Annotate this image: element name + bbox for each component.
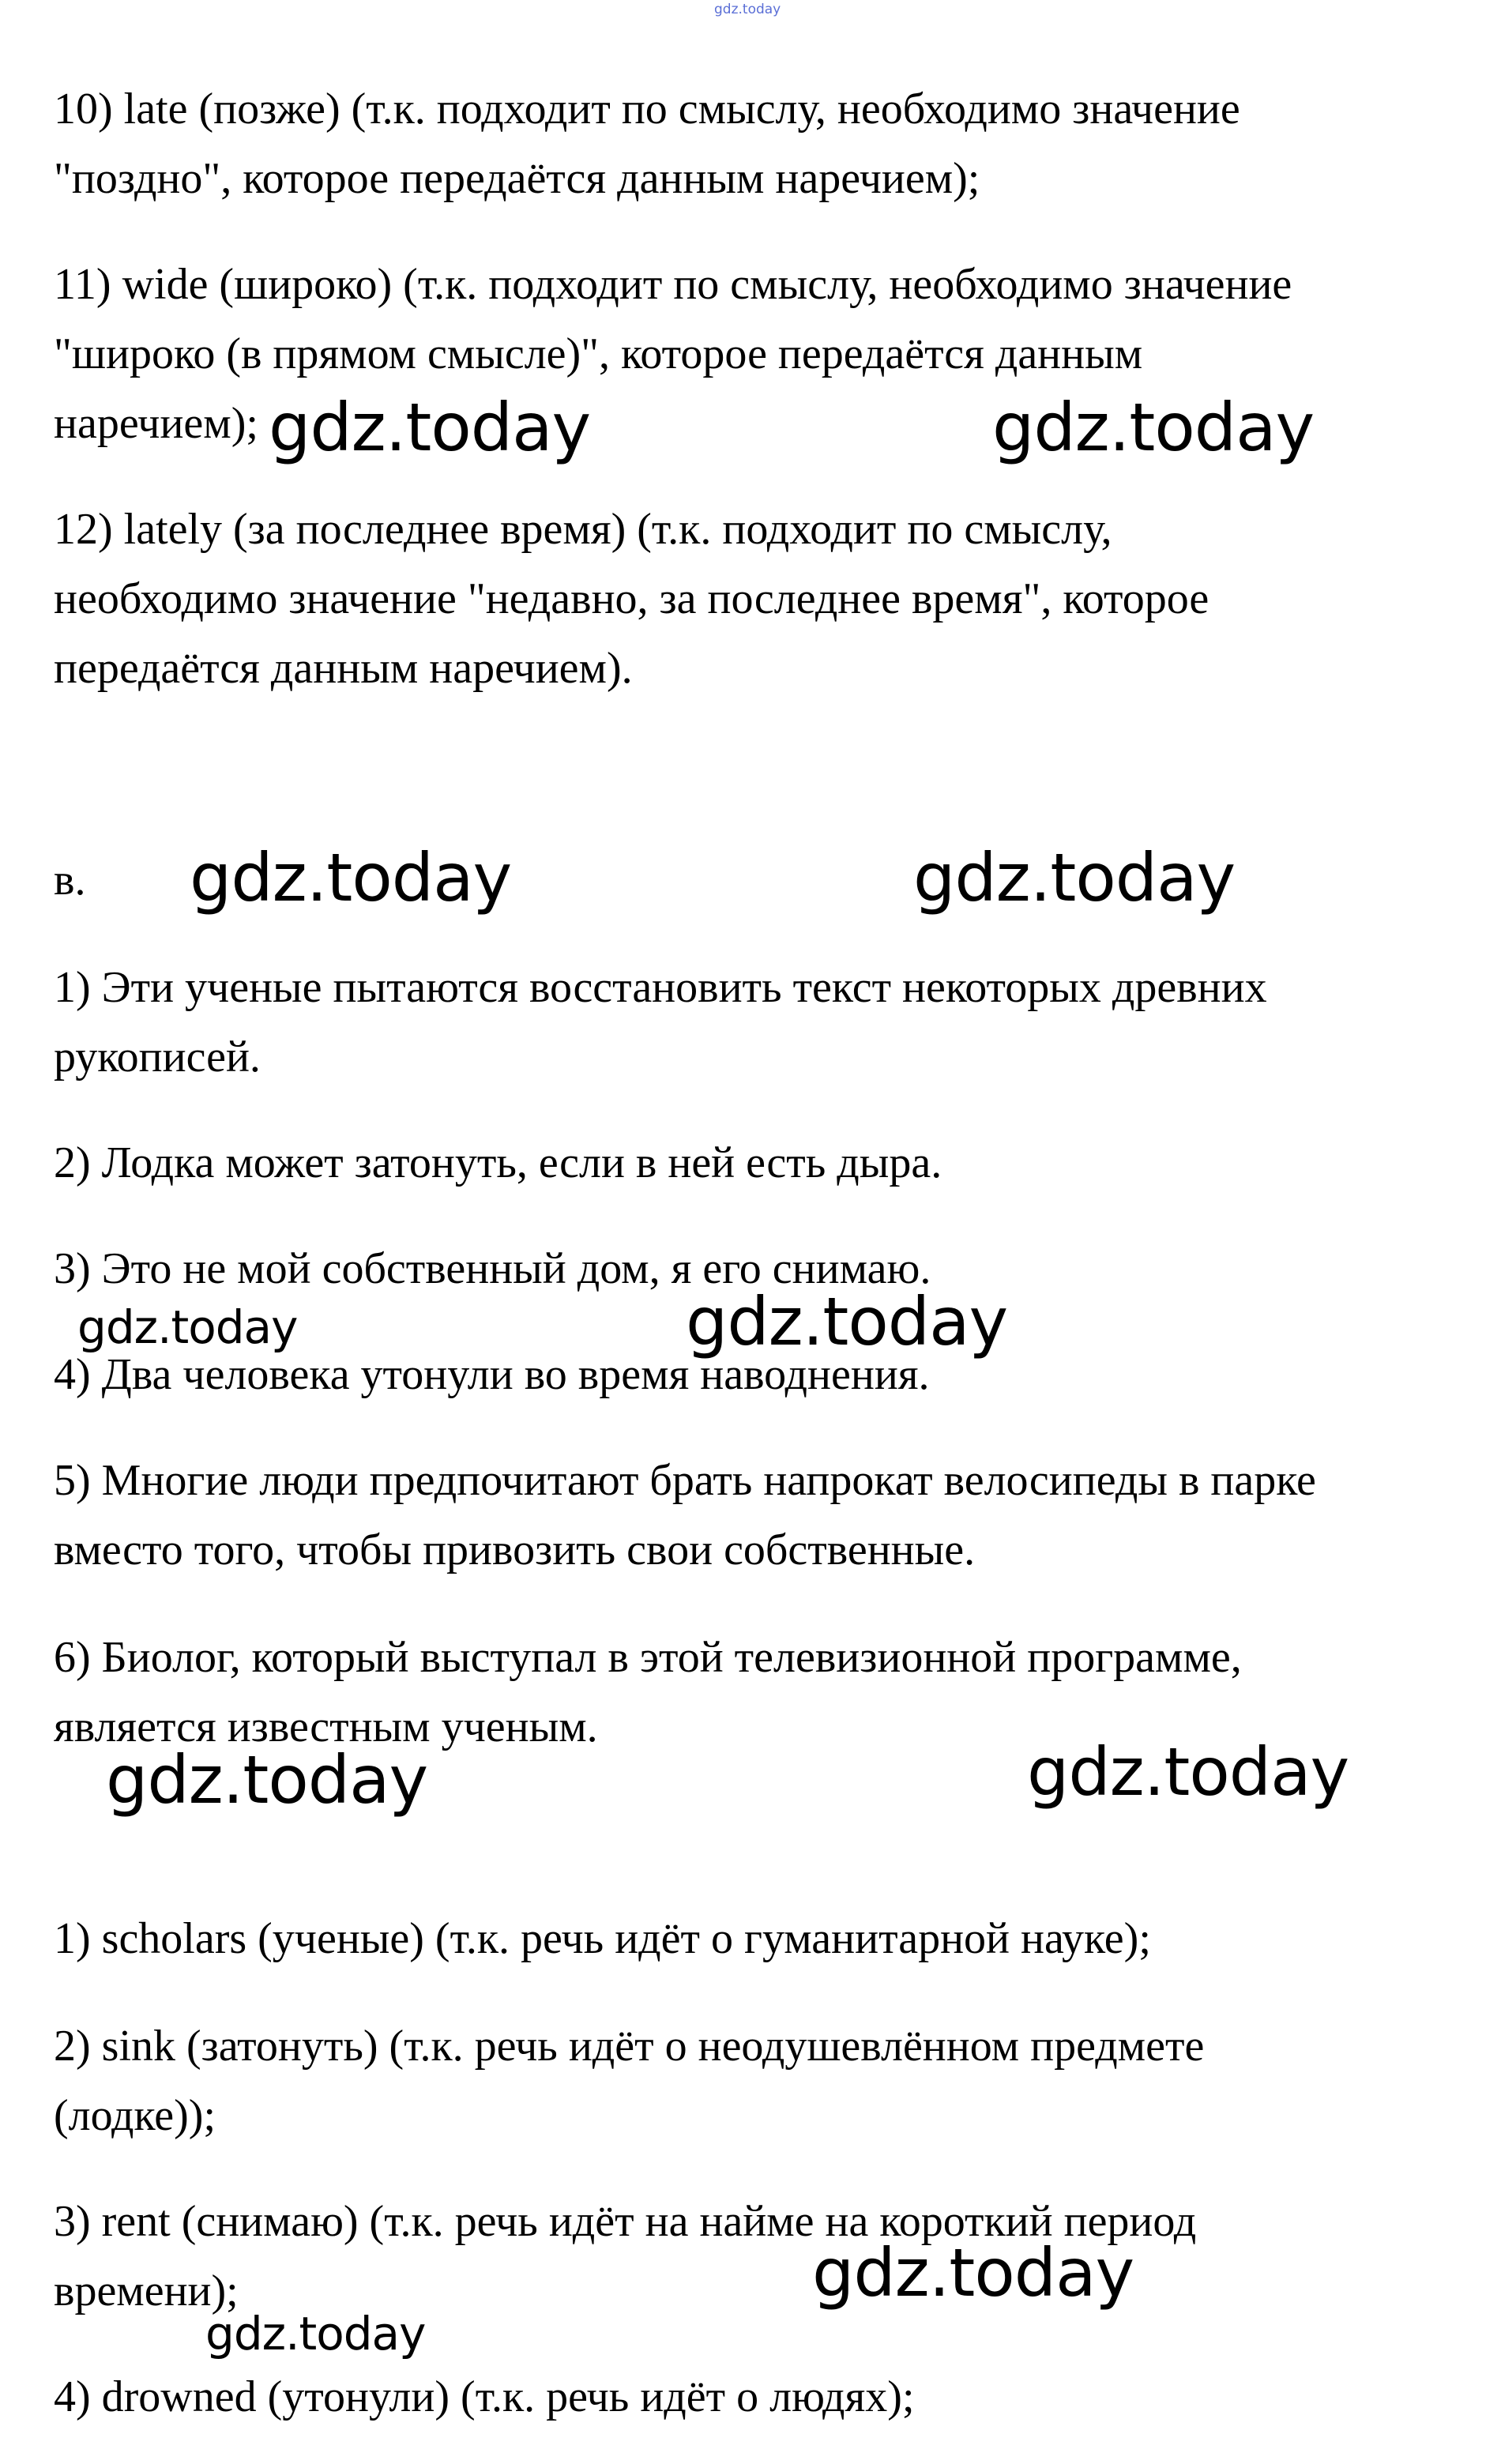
translation-1 xyxy=(54,953,1428,1092)
watermark: gdz.today xyxy=(686,1283,1008,1360)
watermark: gdz.today xyxy=(269,389,591,466)
text-line: передаётся данным наречием). xyxy=(54,644,633,693)
translation-2 xyxy=(54,1128,1428,1198)
text-line: 4) drowned (утонули) (т.к. речь идёт о людях); xyxy=(54,2372,915,2421)
text-line: 2) Лодка может затонуть, если в ней есть дыра. xyxy=(54,1138,942,1187)
watermark: gdz.today xyxy=(992,389,1315,466)
item-12 xyxy=(54,495,1428,703)
text-line: 5) Многие люди предпочитают брать напрокат велосипеды в парке xyxy=(54,1456,1316,1505)
text-line: 1) Эти ученые пытаются восстановить текст некоторых древних xyxy=(54,963,1267,1012)
heading-text: в. xyxy=(54,856,86,905)
text-line: 3) Это не мой собственный дом, я его снимаю. xyxy=(54,1244,931,1293)
text-line: времени); xyxy=(54,2267,239,2315)
text-line: рукописей. xyxy=(54,1033,261,1082)
text-line: наречием); xyxy=(54,399,258,448)
explanation-2 xyxy=(54,2011,1428,2150)
explanation-3 xyxy=(54,2187,1428,2326)
watermark: gdz.today xyxy=(77,1300,298,1354)
text-line: 10) late (позже) (т.к. подходит по смыслу, необходимо значение xyxy=(54,85,1240,134)
item-10 xyxy=(54,74,1428,213)
text-line: является известным ученым. xyxy=(54,1702,598,1751)
explanation-4 xyxy=(54,2362,1428,2432)
text-line: "широко (в прямом смысле)", которое передаётся данным xyxy=(54,329,1143,378)
text-line: вместо того, чтобы привозить свои собственные. xyxy=(54,1525,976,1574)
translation-5 xyxy=(54,1446,1428,1585)
text-line: (лодке)); xyxy=(54,2091,216,2140)
text-line: 3) rent (снимаю) (т.к. речь идёт на найме на короткий период xyxy=(54,2197,1197,2246)
text-line: 4) Два человека утонули во время наводнения. xyxy=(54,1350,930,1399)
text-line: 12) lately (за последнее время) (т.к. подходит по смыслу, xyxy=(54,505,1112,554)
watermark: gdz.today xyxy=(812,2234,1134,2312)
watermark: gdz.today xyxy=(205,2307,426,2361)
text-line: 6) Биолог, который выступал в этой телевизионной программе, xyxy=(54,1633,1242,1682)
text-line: 2) sink (затонуть) (т.к. речь идёт о неодушевлённом предмете xyxy=(54,2022,1205,2071)
watermark: gdz.today xyxy=(913,839,1236,916)
text-line: необходимо значение "недавно, за последнее время", которое xyxy=(54,574,1209,623)
site-mark: gdz.today xyxy=(714,2,781,17)
watermark: gdz.today xyxy=(106,1741,428,1819)
text-line: "поздно", которое передаётся данным наречием); xyxy=(54,154,980,203)
explanation-1 xyxy=(54,1904,1428,1973)
watermark: gdz.today xyxy=(190,839,512,916)
text-line: 11) wide (широко) (т.к. подходит по смыслу, необходимо значение xyxy=(54,260,1292,309)
watermark: gdz.today xyxy=(1027,1733,1349,1811)
text-line: 1) scholars (ученые) (т.к. речь идёт о гуманитарной науке); xyxy=(54,1914,1151,1963)
